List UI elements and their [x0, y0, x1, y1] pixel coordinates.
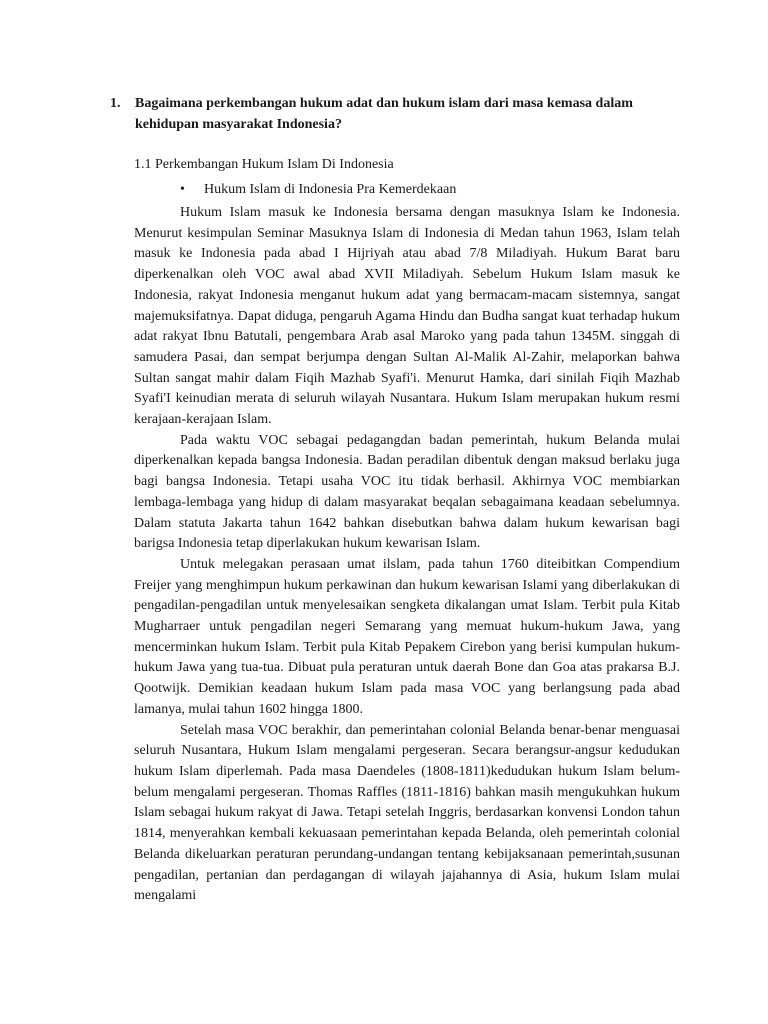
paragraph-1: Hukum Islam masuk ke Indonesia bersama dengan masuknya Islam ke Indonesia. Menurut kesimpulan Seminar Masuknya Islam di Indonesia di Medan tahun 1963, Islam telah masuk ke Indonesia pada abad I Hijriyah atau abad 7/8 Miladiyah. Hukum Barat baru diperkenalkan oleh VOC awal abad XVII Miladiyah. Sebelum Hukum Islam masuk ke Indonesia, rakyat Indonesia menganut hukum adat yang bermacam-macam sistemnya, sangat majemuksifatnya. Dapat diduga, pengaruh Agama Hindu dan Budha sangat kuat terhadap hukum adat rakyat Ibnu Batutali, pengembara Arab asal Maroko yang pada tahun 1345M. singgah di samudera Pasai, dan sempat berjumpa dengan Sultan Al-Malik Al-Zahir, melaporkan bahwa Sultan sangat mahir dalam Fiqih Mazhab Syafi'i. Menurut Hamka, dari sinilah Fiqih Mazhab Syafi'I keinudian merata di seluruh wilayah Nusantara. Hukum Islam merupakan hukum resmi kerajaan-kerajaan Islam.: [134, 205, 680, 428]
paragraph-4: Setelah masa VOC berakhir, dan pemerintahan colonial Belanda benar-benar menguasai seluruh Nusantara, Hukum Islam mengalami pergeseran. Secara berangsur-angsur kedudukan hukum Islam diperlemah. Pada masa Daendeles (1808-1811)kedudukan hukum Islam belum-belum mengalami pergeseran. Thomas Raffles (1811-1816) bahkan masih mengukuhkan hukum Islam sebagai hukum rakyat di Jawa. Tetapi setelah Inggris, berdasarkan konvensi London tahun 1814, menyerahkan kembali kekuasaan pemerintahan kepada Belanda, oleh pemerintah colonial Belanda dikeluarkan peraturan perundang-undangan tentang kebijaksanaan pemerintah,susunan pengadilan, pertanian dan perdagangan di wilayah jajahannya di Asia, hukum Islam mulai mengalami: [134, 722, 680, 904]
question-number: 1.: [110, 96, 121, 111]
paragraph-2: Pada waktu VOC sebagai pedagangdan badan pemerintah, hukum Belanda mulai diperkenalkan kepada bangsa Indonesia. Badan peradilan dibentuk dengan maksud berlaku juga bagi bangsa Indonesia. Tetapi usaha VOC itu tidak berhasil. Akhirnya VOC membiarkan lembaga-lembaga yang hidup di dalam masyarakat beqalan sebagaimana keadaan sebelumnya. Dalam statuta Jakarta tahun 1642 bahkan disebutkan bahwa dalam hukum kewarisan bagi barigsa Indonesia tetap diperlakukan hukum kewarisan Islam.: [134, 432, 680, 552]
bullet-text: Hukum Islam di Indonesia Pra Kemerdekaan: [204, 182, 457, 197]
body-text: [134, 203, 680, 907]
question-text: Bagaimana perkembangan hukum adat dan hukum islam dari masa kemasa dalam kehidupan masyarakat Indonesia?: [135, 96, 633, 132]
bullet-icon: •: [180, 182, 185, 197]
paragraph-3: Untuk melegakan perasaan umat ilslam, pada tahun 1760 diteibitkan Compendium Freijer yang menghimpun hukum perkawinan dan hukum kewarisan Islami yang diberlakukan di pengadilan-pengadilan untuk menyelesaikan sengketa dikalangan umat Islam. Terbit pula Kitab Mugharraer untuk pengadilan negeri Semarang yang memuat hukum-hukum Jawa, yang mencerminkan hukum Islam. Terbit pula Kitab Pepakem Cirebon yang berisi kumpulan hukum-hukum Jawa yang tua-tua. Dibuat pula peraturan untuk daerah Bone dan Goa atas prakarsa B.J. Qootwijk. Demikian keadaan hukum Islam pada masa VOC yang berlangsung pada abad lamanya, mulai tahun 1602 hingga 1800.: [134, 556, 680, 717]
section-heading: 1.1 Perkembangan Hukum Islam Di Indonesia: [134, 157, 394, 172]
